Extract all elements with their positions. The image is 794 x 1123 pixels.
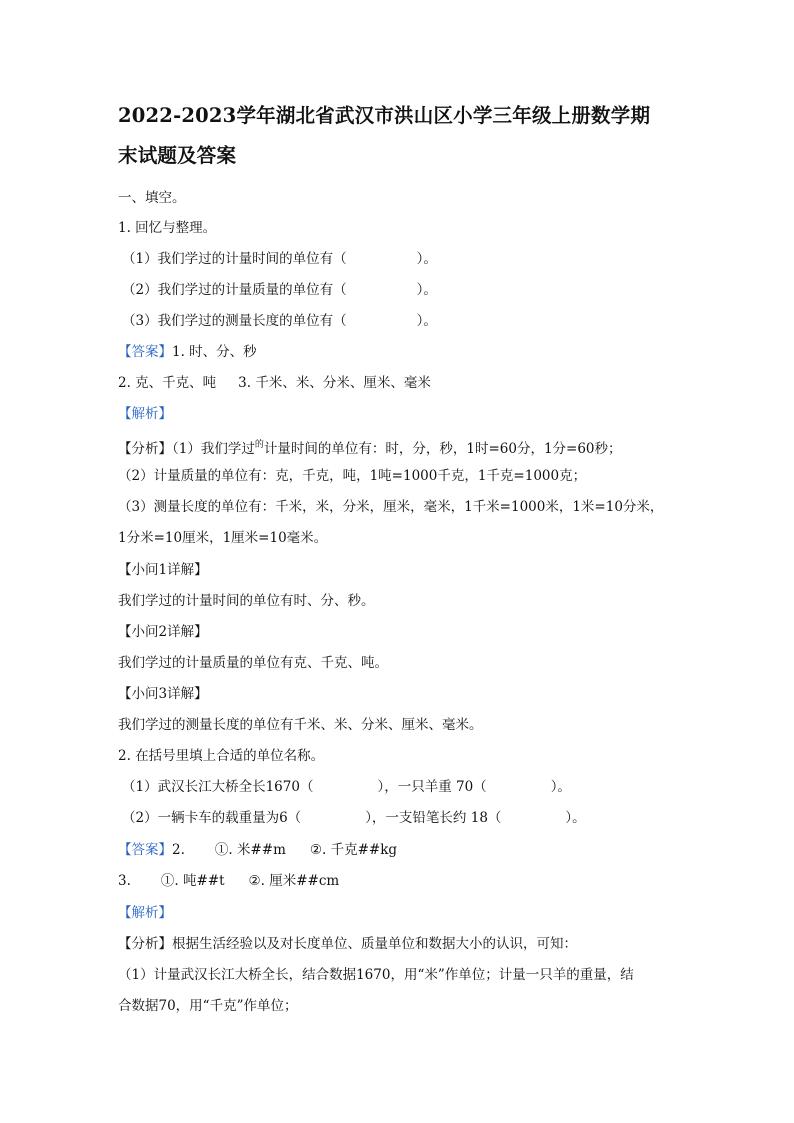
q1-analysis-1-sup: 的 (254, 440, 264, 450)
q1-answer-1: 1. 时、分、秒 (172, 344, 257, 360)
document-title-line1: 2022-2023学年湖北省武汉市洪山区小学三年级上册数学期 (118, 104, 651, 127)
q2-p2c: ）。 (565, 810, 586, 826)
q1-p3-text: （3）我们学过的测量长度的单位有（ (122, 313, 347, 329)
analysis-tag: 【解析】 (118, 406, 172, 422)
q1-p1-text: （1）我们学过的计量时间的单位有（ (122, 251, 347, 267)
q2-answer-1-num: 2. (172, 842, 185, 858)
q1-analysis-3: （3）测量长度的单位有：千米，米，分米，厘米，毫米，1千米=1000米，1米=10分米， (118, 499, 664, 515)
question-1-part-2 (122, 281, 437, 299)
sub1-text: 我们学过的计量时间的单位有时、分、秒。 (118, 593, 375, 609)
q2-answer-2b: ②. 厘米##cm (248, 873, 340, 889)
q1-answer-3: 3. 千米、米、分米、厘米、毫米 (238, 375, 431, 391)
sub3-text: 我们学过的测量长度的单位有千米、米、分米、厘米、毫米。 (118, 717, 483, 733)
q2-analysis-intro-text: 根据生活经验以及对长度单位、质量单位和数据大小的认识，可知： (172, 936, 577, 952)
question-2-stem: 2. 在括号里填上合适的单位名称。 (118, 748, 325, 764)
q2-answer-1a: ①. 米##m (214, 842, 286, 858)
q1-analysis-1b: 计量时间的单位有：时，分，秒，1时=60分，1分=60秒； (263, 441, 622, 457)
q2-p1c: ）。 (550, 779, 571, 795)
question-2-part-2 (122, 809, 586, 827)
q2-analysis-intro (118, 935, 577, 953)
q2-p2b: ），一支铅笔长约 18（ (365, 810, 502, 826)
q2-analysis-2: 合数据70，用“千克”作单位； (118, 998, 298, 1014)
q1-analysis-1 (118, 436, 622, 458)
q2-answer-1b: ②. 千克##kg (309, 842, 398, 858)
q2-answer-line (118, 841, 397, 859)
q2-answer-line-2 (118, 872, 339, 890)
q1-analysis-4: 1分米=10厘米，1厘米=10毫米。 (118, 530, 328, 546)
q1-analysis-2: （2）计量质量的单位有：克，千克，吨，1吨=1000千克，1千克=1000克； (118, 468, 587, 484)
sub2-text: 我们学过的计量质量的单位有克、千克、吨。 (118, 655, 388, 671)
question-2-part-1 (122, 778, 571, 796)
q2-answer-2-num: 3. (118, 873, 131, 889)
q2-p1b: ），一只羊重 70（ (377, 779, 487, 795)
q1-answer-2: 2. 克、千克、吨 (118, 375, 217, 391)
q1-answer-line (118, 343, 257, 361)
document-title-line2: 末试题及答案 (118, 144, 237, 167)
question-1-part-3 (122, 312, 437, 330)
analysis-tag: 【解析】 (118, 905, 172, 921)
q2-p2a: （2）一辆卡车的载重量为6（ (122, 810, 302, 826)
q1-analysis-1a: （1）我们学过 (172, 441, 255, 457)
q2-analysis-1: （1）计量武汉长江大桥全长，结合数据1670，用“米”作单位；计量一只羊的重量，结 (118, 967, 634, 983)
q2-p1a: （1）武汉长江大桥全长1670（ (122, 779, 314, 795)
analysis-head: 【分析】 (118, 936, 172, 952)
q1-p1-close: ）。 (416, 251, 437, 267)
answer-tag: 【答案】 (118, 842, 172, 858)
answer-tag: 【答案】 (118, 344, 172, 360)
sub3-tag: 【小问3详解】 (118, 686, 208, 702)
sub2-tag: 【小问2详解】 (118, 624, 208, 640)
q1-p2-text: （2）我们学过的计量质量的单位有（ (122, 282, 347, 298)
q2-answer-2a: ①. 吨##t (160, 873, 225, 889)
analysis-head: 【分析】 (118, 441, 172, 457)
q1-answer-line-2 (118, 374, 431, 392)
question-1-part-1 (122, 250, 437, 268)
sub1-tag: 【小问1详解】 (118, 562, 208, 578)
q1-p2-close: ）。 (416, 282, 437, 298)
section-heading: 一、填空。 (118, 190, 186, 206)
q1-p3-close: ）。 (416, 313, 437, 329)
question-1-stem: 1. 回忆与整理。 (118, 220, 217, 236)
